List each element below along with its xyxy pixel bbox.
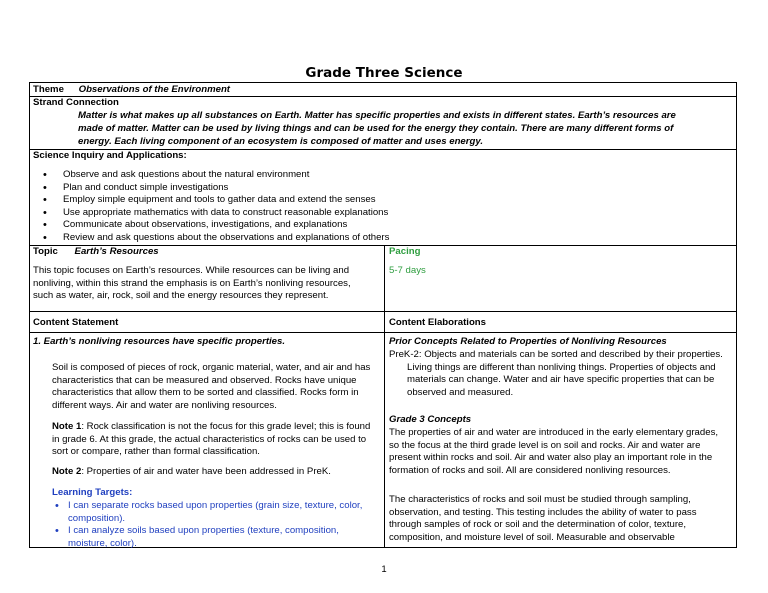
char-line: through samples of rock or soil and the determination of color, texture,: [389, 519, 687, 530]
grade3-line: formation of rocks and soil. All are considered nonliving resources.: [389, 464, 671, 476]
grade3-line: so the focus at the third grade level is on soil and rocks. Air and water are: [389, 439, 701, 451]
prior-line: PreK-2: Objects and materials can be sorted and described by their properties.: [389, 349, 723, 360]
theme-value: Observations of the Environment: [78, 84, 231, 95]
prior-line: Living things are different than nonliving things. Properties of objects and: [407, 361, 716, 373]
learning-targets-list: [52, 500, 384, 550]
note-1: [52, 421, 382, 459]
topic-desc-line: such as water, air, rock, soil and the energy resources they represent.: [33, 290, 329, 301]
prior-concepts-heading: Prior Concepts Related to Properties of Nonliving Resources: [389, 336, 667, 347]
topic-description: [33, 265, 381, 303]
inquiry-item: • Communicate about observations, investigations, and explanations: [33, 219, 633, 232]
note-1-line: in grade 6. At this grade, the actual characteristics of rocks can be used to: [52, 433, 367, 445]
grade3-text: [389, 427, 735, 477]
paragraph-line: characteristics that allow them to be sorted and classified. Rocks form in: [52, 387, 359, 398]
content-statement-heading: 1. Earth’s nonliving resources have specific properties.: [33, 336, 286, 347]
theme-label: Theme: [33, 84, 64, 95]
inquiry-item: • Observe and ask questions about the natural environment: [33, 169, 633, 182]
theme-row: [33, 84, 230, 97]
document-title: Grade Three Science: [305, 65, 463, 81]
note-1-label: Note 1: [52, 421, 82, 432]
prior-line: materials can change. Water and air have specific properties that can be: [407, 374, 715, 385]
grade3-line: The properties of air and water are introduced in the early elementary grades,: [389, 427, 719, 438]
pacing-label: Pacing: [389, 246, 421, 257]
inquiry-list: [33, 169, 633, 244]
characteristics-text: [389, 494, 735, 544]
paragraph-line: different ways. Air and water are nonliving resources.: [52, 399, 277, 411]
grade3-line: present within rocks and soil. Air and water also play an important role in the: [389, 452, 713, 463]
learning-target: • I can separate rocks based upon properties (grain size, texture, color, composition).: [52, 500, 384, 525]
pacing-value: 5-7 days: [389, 265, 426, 276]
char-line: The characteristics of rocks and soil must be studied through sampling,: [389, 494, 691, 505]
prior-line: observed and measured.: [407, 386, 514, 398]
topic-desc-line: nonliving, within this strand the emphasis is on Earth’s nonliving resources,: [33, 277, 351, 289]
strand-line-1: Matter is what makes up all substances on Earth. Matter has specific properties and exists in different states. Earth’s resources are: [78, 110, 676, 121]
topic-value: Earth’s Resources: [74, 246, 159, 257]
topic-row: [33, 246, 159, 259]
paragraph-line: Soil is composed of pieces of rock, organic material, water, and air and has: [52, 362, 371, 373]
strand-label: Strand Connection: [33, 97, 119, 108]
page-number: 1: [381, 564, 387, 575]
inquiry-label: Science Inquiry and Applications:: [33, 150, 187, 161]
inquiry-item: • Plan and conduct simple investigations: [33, 182, 633, 195]
topic-label: Topic: [33, 246, 58, 257]
note-2-label: Note 2: [52, 466, 82, 477]
note-1-line: : Rock classification is not the focus for this grade level; this is found: [81, 421, 371, 432]
note-2: [52, 466, 382, 479]
strand-line-2: made of matter. Matter can be used by living things and can be used for the energy they contain. There are many different forms of: [78, 123, 674, 134]
grade3-heading: Grade 3 Concepts: [389, 414, 472, 425]
prior-concepts-text: [389, 349, 735, 399]
paragraph-line: characteristics that can be measured and observed. Rocks have unique: [52, 374, 357, 386]
inquiry-item: • Employ simple equipment and tools to gather data and extend the senses: [33, 194, 633, 207]
char-line: composition, and moisture level of soil. Measurable and observable: [389, 531, 675, 543]
standards-table: [29, 82, 737, 548]
char-line: observation, and testing. This testing includes the ability of water to pass: [389, 506, 697, 518]
content-statement-paragraph: [52, 362, 382, 412]
learning-target: • I can analyze soils based upon properties (texture, composition, moisture, color).: [52, 525, 384, 550]
learning-targets-label: Learning Targets:: [52, 487, 133, 498]
note-2-text: : Properties of air and water have been addressed in PreK.: [81, 466, 331, 477]
topic-desc-line: This topic focuses on Earth’s resources. While resources can be living and: [33, 265, 350, 276]
note-1-line: sort or compare, rather than formal classification.: [52, 446, 260, 457]
strand-line-3: energy. Each living component of an ecosystem is composed of matter and uses energy.: [78, 136, 484, 147]
content-statement-header: Content Statement: [33, 317, 119, 328]
inquiry-item: • Review and ask questions about the observations and explanations of others: [33, 232, 633, 245]
inquiry-item: • Use appropriate mathematics with data to construct reasonable explanations: [33, 207, 633, 220]
content-elaborations-header: Content Elaborations: [389, 317, 487, 328]
